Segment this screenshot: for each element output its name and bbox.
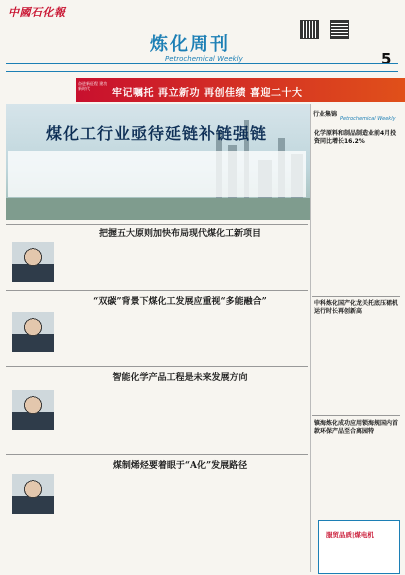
dateline-bar	[6, 63, 398, 72]
section-heading: 煤制烯烃要着眼于“A化”发展路径	[112, 461, 248, 471]
newspaper-logo: 中國石化報	[8, 6, 66, 19]
sidebar-section-title: 行业集锦	[313, 111, 338, 118]
sidebar-logo: Petrochemical Weekly	[340, 116, 396, 122]
weekly-subtitle: Petrochemical Weekly	[165, 55, 243, 63]
sidebar-headline: 镇海炼化成功应用锁海规国内首款环保产品至合离园特	[314, 420, 399, 435]
editor-note-box	[8, 151, 306, 197]
divider	[6, 454, 308, 455]
banner-tag: 奋进新征程 建功新时代	[78, 81, 108, 91]
author-portrait	[12, 312, 54, 352]
divider	[312, 296, 400, 297]
author-portrait	[12, 474, 54, 514]
advertisement-box	[318, 520, 400, 574]
divider	[312, 415, 400, 416]
page-number: 5	[381, 50, 392, 68]
ad-title: 服贸品质|煤电机	[326, 531, 374, 539]
section-heading: 智能化学产品工程是未来发展方向	[112, 373, 248, 383]
column-divider	[310, 104, 311, 572]
weekly-title: 炼化周刊	[150, 34, 230, 55]
sidebar-headline: 中科炼化国产化龙关托底压裙机运行时长再创新高	[314, 300, 399, 315]
divider	[6, 366, 308, 367]
divider	[6, 290, 308, 291]
qr-code-icon	[300, 20, 319, 39]
divider	[6, 224, 308, 225]
hero-headline: 煤化工行业亟待延链补链强链	[46, 124, 268, 143]
qr-code-icon	[330, 20, 349, 39]
section-heading: 把握五大原则加快布局现代煤化工新项目	[98, 229, 261, 239]
banner-slogan: 牢记嘱托 再立新功 再创佳绩 喜迎二十大	[112, 88, 303, 99]
author-portrait	[12, 242, 54, 282]
section-heading: “双碳”背景下煤化工发展应重视“多能融合”	[93, 297, 267, 307]
sidebar-headline: 化学原料和制品制造业前4月投资同比增长16.2%	[314, 130, 397, 145]
author-portrait	[12, 390, 54, 430]
